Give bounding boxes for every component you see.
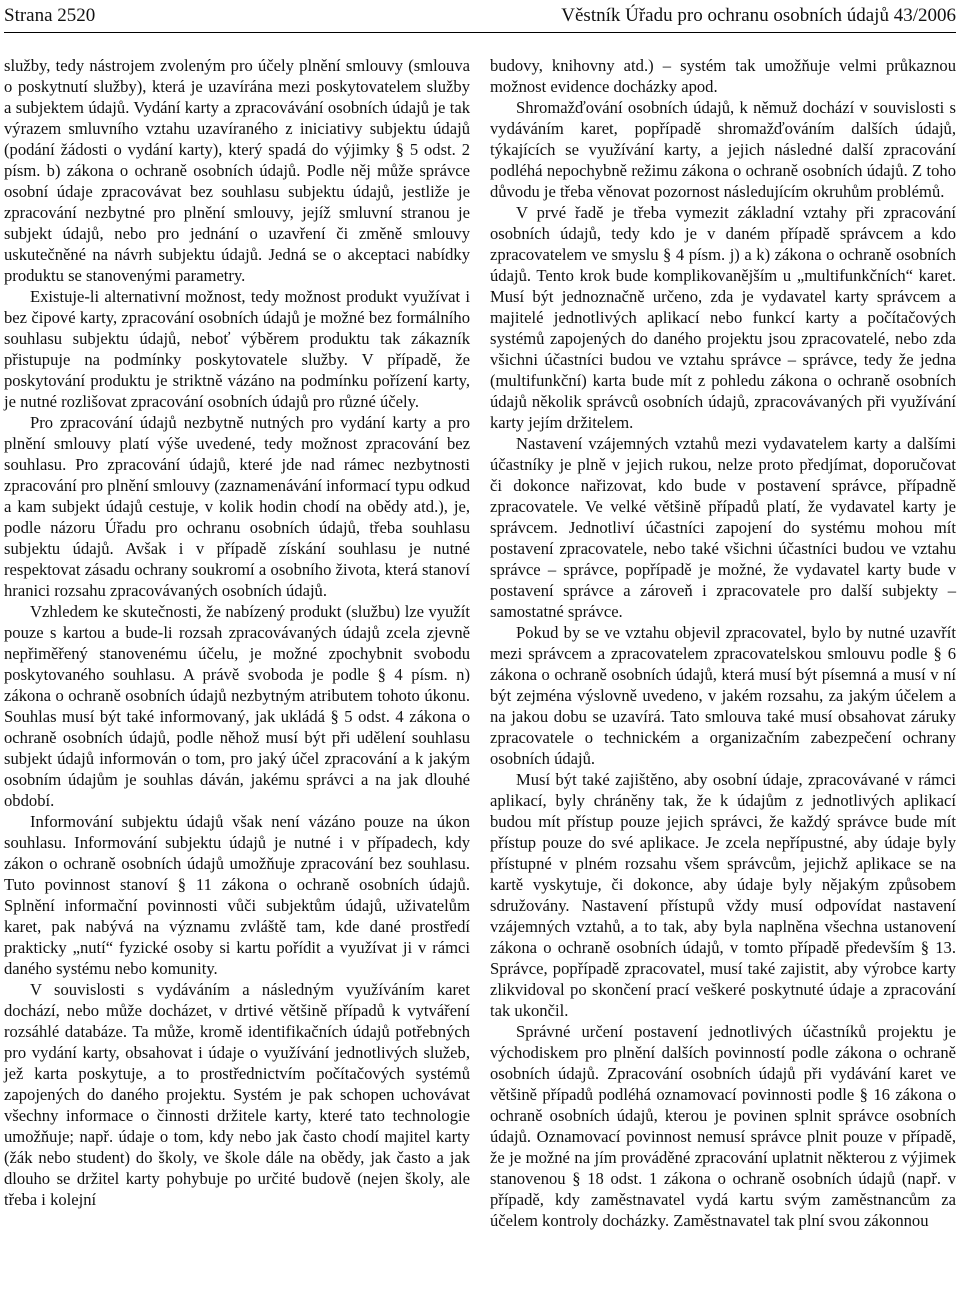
journal-title: Věstník Úřadu pro ochranu osobních údajů 43/2006	[561, 5, 956, 26]
paragraph: Vzhledem ke skutečnosti, že nabízený produkt (službu) lze využít pouze s kartou a bude-li rozsah zpracovávaných údajů zcela zjevně nepřiměřený stanovenému účelu, je možné zpochybnit svobodu poskytovaného souhlasu. A právě svoboda je podle § 4 písm. n) zákona o ochraně osobních údajů nezbytným atributem tohoto úkonu. Souhlas musí být také informovaný, jak ukládá § 5 odst. 4 zákona o ochraně osobních údajů, podle něhož musí být při udělení souhlasu subjekt údajů informován o tom, pro jaký účel zpracování a k jakým osobním údajům je souhlas dáván, jakému správci a na jak dlouhé období.	[4, 602, 470, 810]
paragraph: budovy, knihovny atd.) – systém tak umožňuje velmi průkaznou možnost evidence docházky apod.	[490, 56, 956, 96]
page-number: Strana 2520	[4, 5, 96, 26]
left-column	[4, 55, 470, 1210]
paragraph: V souvislosti s vydáváním a následným využíváním karet dochází, nebo může docházet, v drtivé většině případů k vytváření rozsáhlé databáze. Ta může, kromě identifikačních údajů potřebných pro vydání karty, obsahovat i údaje o využívání jednotlivých služeb, jež karta poskytuje, a to prostřednictvím počítačových systémů zapojených do daného projektu. Systém je pak schopen uchovávat všechny informace o činnosti držitele karty, které tato technologie umožňuje; např. údaje o tom, kdy nebo jak často chodí majitel karty (žák nebo student) do školy, ve škole dále na obědy, jak často a jak dlouho se držitel karty pohybuje po určité budově (nejen školy, ale třeba i kolejní	[4, 980, 470, 1209]
right-column	[490, 55, 956, 1231]
paragraph: služby, tedy nástrojem zvoleným pro účely plnění smlouvy (smlouva o poskytnutí služby), která je uzavírána mezi poskytovatelem služby a subjektem údajů. Vydání karty a zpracovávání osobních údajů je tak výrazem smluvního vztahu uzavíraného z iniciativy subjektu údajů (podání žádosti o vydání karty), který spadá do výjimky § 5 odst. 2 písm. b) zákona o ochraně osobních údajů. Podle něj může správce osobní údaje zpracovávat bez souhlasu subjektu údajů, jestliže je zpracování nezbytné pro plnění smlouvy, jejíž smluvní stranou je subjekt údajů, nebo pro jednání o uzavření či změně smlouvy uskutečněné na návrh subjektu údajů. Jedná se o akceptaci nabídky produktu se stanovenými parametry.	[4, 56, 470, 285]
paragraph: Správné určení postavení jednotlivých účastníků projektu je východiskem pro plnění dalších povinností podle zákona o ochraně osobních údajů. Zpracování osobních údajů při vydávání karet ve většině případů podléhá oznamovací povinnosti podle § 16 zákona o ochraně osobních údajů, kterou je povinen splnit správce osobních údajů. Oznamovací povinnost nemusí správce plnit pouze v případě, že je možné na jím prováděné zpracování uplatnit některou z výjimek stanovenou § 18 odst. 1 zákona o ochraně osobních údajů (např. v případě, kdy zaměstnavatel vydá kartu svým zaměstnancům za účelem kontroly docházky. Zaměstnavatel tak plní svou zákonnou	[490, 1022, 956, 1230]
paragraph: Pokud by se ve vztahu objevil zpracovatel, bylo by nutné uzavřít mezi správcem a zpracovatelem zpracovatelskou smlouvu podle § 6 zákona o ochraně osobních údajů, která musí být písemná a musí v ní být zejména výslovně uvedeno, v jakém rozsahu, za jakým účelem a na jakou dobu se uzavírá. Tato smlouva také musí obsahovat záruky zpracovatele o technickém a organizačním zabezpečení ochrany osobních údajů.	[490, 623, 956, 768]
header-rule	[4, 32, 956, 33]
paragraph: Shromažďování osobních údajů, k němuž dochází v souvislosti s vydáváním karet, popřípadě shromažďováním dalších údajů, týkajících se využívání karty, a jejich následné další zpracování podléhá nepochybně režimu zákona o ochraně osobních údajů. Z toho důvodu je třeba věnovat pozornost následujícím okruhům problémů.	[490, 98, 956, 201]
paragraph: Informování subjektu údajů však není vázáno pouze na úkon souhlasu. Informování subjektu údajů je nutné i v případech, kdy zákon o ochraně osobních údajů umožňuje zpracování bez souhlasu. Tuto povinnost stanoví § 11 zákona o ochraně osobních údajů. Splnění informační povinnosti vůči subjektům údajů, uživatelům karet, pak nabývá na významu zvláště tam, kde dané prostředí prakticky „nutí“ fyzické osoby si kartu pořídit a využívat ji v rámci daného systému nebo komunity.	[4, 812, 470, 978]
paragraph: V prvé řadě je třeba vymezit základní vztahy při zpracování osobních údajů, tedy kdo je v daném případě správcem a kdo zpracovatelem ve smyslu § 4 písm. j) a k) zákona o ochraně osobních údajů. Tento krok bude komplikovanějším u „multifunkčních“ karet. Musí být jednoznačně určeno, zda je vydavatel karty správcem a majitelé jednotlivých aplikací nebo funkcí karty a počítačových systémů zapojených do daného projektu jsou zpracovatelé, nebo zda všichni účastníci budou ve vztahu správce – správce, tedy že jedna (multifunkční) karta bude mít z pohledu zákona o ochraně osobních údajů několik správců osobních údajů, zpracovávaných při využívání karty jejím držitelem.	[490, 203, 956, 432]
page-header	[4, 4, 956, 28]
paragraph: Nastavení vzájemných vztahů mezi vydavatelem karty a dalšími účastníky je plně v jejich rukou, nelze proto předjímat, doporučovat či dokonce nařizovat, kdo bude v postavení správce, případně zpracovatele. Ve velké většině případů platí, že vydavatel karty je správcem. Jednotliví účastníci zapojení do systému mohou mít postavení zpracovatele, nebo také všichni účastníci budou ve vztahu správce – správce, popřípadě je možné, že vydavatel karty bude v postavení správce a zároveň i zpracovatele pro další subjekty – samostatné správce.	[490, 434, 956, 621]
paragraph: Existuje-li alternativní možnost, tedy možnost produkt využívat i bez čipové karty, zpracování osobních údajů je možné bez formálního souhlasu subjektu údajů, neboť výběrem produktu tak zákazník přistupuje na podmínky poskytovatele služby. V případě, že poskytování produktu je striktně vázáno na podmínku pořízení karty, je nutné rozlišovat zpracování osobních údajů pro různé účely.	[4, 287, 470, 411]
paragraph: Musí být také zajištěno, aby osobní údaje, zpracovávané v rámci aplikací, byly chráněny tak, že k údajům z jednotlivých aplikací budou mít přístup pouze jejich správci, že každý správce bude mít přístup pouze do své aplikace. Je zcela nepřípustné, aby údaje byly přístupné v plném rozsahu všem správcům, jejichž aplikace se na kartě vyskytuje, či dokonce, aby údaje byly nějakým způsobem sdružovány. Nastavení přístupů vždy musí odpovídat nastavení vzájemných vztahů, a to tak, aby byla naplněna všechna ustanovení zákona o ochraně osobních údajů, v tomto případě především § 13. Správce, popřípadě zpracovatel, musí také zajistit, aby výrobce karty zlikvidoval po skončení prací veškeré poskytnuté údaje a zpracování tak ukončil.	[490, 770, 956, 1020]
paragraph: Pro zpracování údajů nezbytně nutných pro vydání karty a pro plnění smlouvy platí výše uvedené, tedy možnost zpracování bez souhlasu. Pro zpracování údajů, které jde nad rámec nezbytnosti zpracování pro plnění smlouvy (zaznamenávání informací typu odkud a kam subjekt údajů cestuje, v kolik hodin chodí na obědy atd.), je, podle názoru Úřadu pro ochranu osobních údajů, třeba souhlasu subjektu údajů. Avšak i v případě získání souhlasu je nutné respektovat zásadu ochrany soukromí a osobního života, která stanoví hranici rozsahu zpracovávaných osobních údajů.	[4, 413, 470, 600]
